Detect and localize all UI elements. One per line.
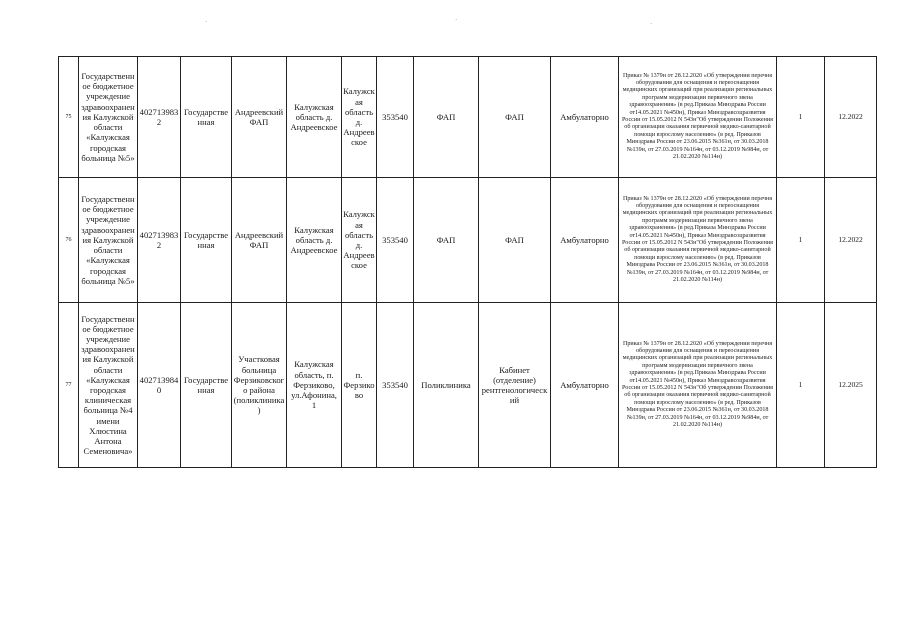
legal-basis: Приказ № 1379н от 28.12.2020 «Об утверждении перечня оборудования для оснащения и переоснащения медицинских организаций при реализации региональных программ модернизации первичного звена здравоохранения» (в ред.Приказа Минздрава России от14.05.2021 №450н), Приказ Минздравсоцразвития России от 15.05.2012 N 543н"Об утверждении Положения об организации оказания первичной медико-санитарной помощи взрослому населению» (в ред. Приказов Минздрава России от 23.06.2015 №361н, от 30.03.2018 №139н, от 27.03.2019 №164н, от 03.12.2019 №984н, от 21.02.2020 №114н)	[619, 178, 777, 303]
locality: п. Ферзиково	[342, 303, 377, 468]
postal-index: 353540	[377, 303, 414, 468]
legal-basis: Приказ № 1379н от 28.12.2020 «Об утверждении перечня оборудования для оснащения и переоснащения медицинских организаций при реализации региональных программ модернизации первичного звена здравоохранения» (в ред.Приказа Минздрава России от14.05.2021 №450н), Приказ Минздравсоцразвития России от 15.05.2012 N 543н"Об утверждении Положения об организации оказания первичной медико-санитарной помощи взрослому населению» (в ред. Приказов Минздрава России от 23.06.2015 №361н, от 30.03.2018 №139н, от 27.03.2019 №164н, от 03.12.2019 №984н, от 21.02.2020 №114н)	[619, 303, 777, 468]
scan-speck: ·	[205, 18, 208, 26]
ownership: Государственная	[181, 303, 232, 468]
row-number: 77	[59, 303, 79, 468]
table-row	[59, 57, 877, 178]
facility-type: Поликлиника	[414, 303, 479, 468]
postal-index: 353540	[377, 178, 414, 303]
quantity: 1	[777, 57, 825, 178]
organization-name: Государственное бюджетное учреждение здравоохранения Калужской области «Калужская городская больница №5»	[79, 57, 138, 178]
legal-basis: Приказ № 1379н от 28.12.2020 «Об утверждении перечня оборудования для оснащения и переоснащения медицинских организаций при реализации региональных программ модернизации первичного звена здравоохранения» (в ред.Приказа Минздрава России от14.05.2021 №450н), Приказ Минздравсоцразвития России от 15.05.2012 N 543н"Об утверждении Положения об организации оказания первичной медико-санитарной помощи взрослому населению» (в ред. Приказов Минздрава России от 23.06.2015 №361н, от 30.03.2018 №139н, от 27.03.2019 №164н, от 03.12.2019 №984н, от 21.02.2020 №114н)	[619, 57, 777, 178]
organization-name: Государственное бюджетное учреждение здравоохранения Калужской области «Калужская городская клиническая больница №4 имени Хлюстина Антона Семеновича»	[79, 303, 138, 468]
locality: Калужская область д. Андреевское	[342, 57, 377, 178]
date: 12.2022	[825, 57, 877, 178]
department: ФАП	[479, 57, 551, 178]
unit-name: Участковая больница Ферзиковского района (поликлиника)	[232, 303, 287, 468]
locality: Калужская область д. Андреевское	[342, 178, 377, 303]
inn: 4027139832	[138, 178, 181, 303]
table-row	[59, 303, 877, 468]
row-number: 76	[59, 178, 79, 303]
organization-name: Государственное бюджетное учреждение здравоохранения Калужской области «Калужская городская больница №5»	[79, 178, 138, 303]
department: ФАП	[479, 178, 551, 303]
ownership: Государственная	[181, 178, 232, 303]
ownership: Государственная	[181, 57, 232, 178]
care-form: Амбулаторно	[551, 178, 619, 303]
date: 12.2025	[825, 303, 877, 468]
quantity: 1	[777, 178, 825, 303]
facility-type: ФАП	[414, 178, 479, 303]
row-number: 75	[59, 57, 79, 178]
inn: 4027139840	[138, 303, 181, 468]
care-form: Амбулаторно	[551, 57, 619, 178]
table-row	[59, 178, 877, 303]
address: Калужская область д. Андреевское	[287, 57, 342, 178]
date: 12.2022	[825, 178, 877, 303]
postal-index: 353540	[377, 57, 414, 178]
scan-speck: ·	[455, 16, 458, 24]
address: Калужская область д. Андреевское	[287, 178, 342, 303]
inn: 4027139832	[138, 57, 181, 178]
facility-type: ФАП	[414, 57, 479, 178]
department: Кабинет (отделение) рентгенологический	[479, 303, 551, 468]
unit-name: Андреевский ФАП	[232, 57, 287, 178]
care-form: Амбулаторно	[551, 303, 619, 468]
quantity: 1	[777, 303, 825, 468]
unit-name: Андреевский ФАП	[232, 178, 287, 303]
address: Калужская область, п. Ферзиково, ул.Афонина, 1	[287, 303, 342, 468]
scan-speck: ·	[650, 20, 653, 28]
registry-table	[58, 56, 877, 468]
